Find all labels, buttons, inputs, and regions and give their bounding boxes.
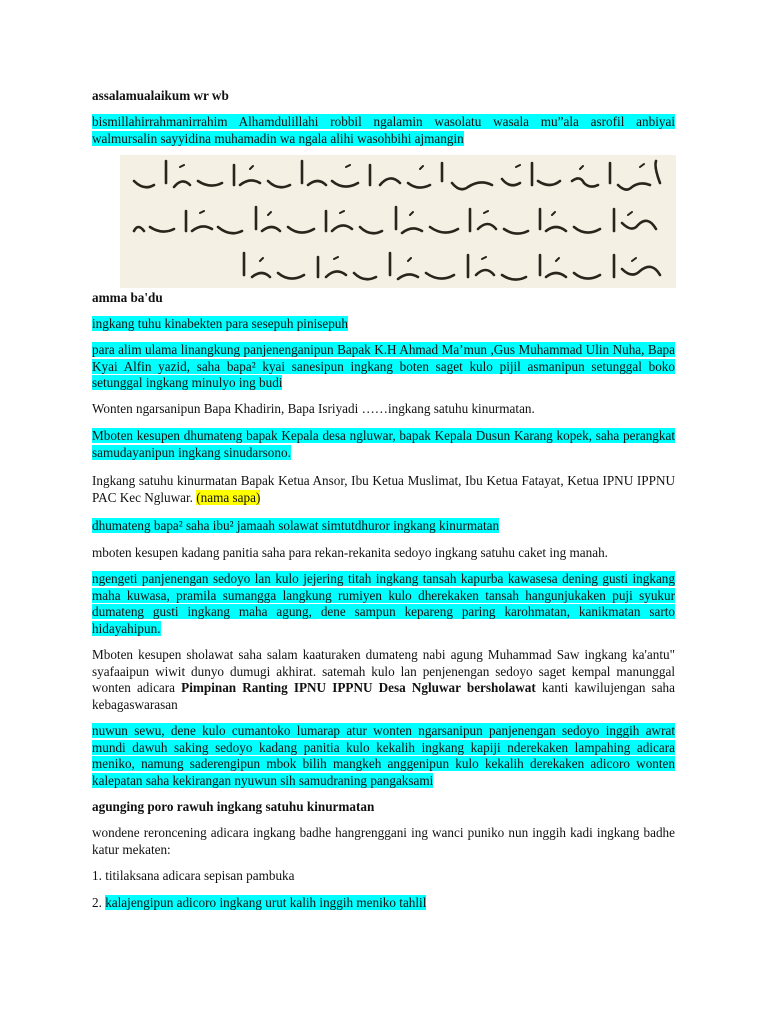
basmalah-text: bismillahirrahmanirrahim Alhamdulillahi robbil ngalamin wasolatu wasala mu”ala asrofil anbiyai walmursalin sayyidina muhamadin wa ngala alihi wasohbihi ajmangin <box>92 114 675 146</box>
paragraph-ketua-ansor <box>92 473 675 506</box>
arabic-salawat-image <box>120 155 676 288</box>
nama-sapa-note: (nama sapa) <box>196 489 261 505</box>
paragraph-jamaah <box>92 518 675 535</box>
sesepuh-text: ingkang tuhu kinabekten para sesepuh pinisepuh <box>92 316 348 331</box>
paragraph-kepala-desa <box>92 428 675 461</box>
alim-ulama-highlight: para alim ulama linangkung panjenenganipun Bapak K.H Ahmad Ma’mun ,Gus Muhammad Ulin Nuha, Bapa Kyai Alfin yazid, <box>92 342 675 374</box>
paragraph-alim-ulama <box>92 342 675 392</box>
nuwun-sewu-text: nuwun sewu, dene kulo cumantoko lumarap atur wonten ngarsanipun panjenengan sedoyo inggih awrat mundi dawuh saking sedoyo kadang panitia kulo kekalih ingkang kapiji nderekaken lampahing adicara meniko, namung saderengipun mbok bilih mangkeh anggenipun kulo kekalih derekaken adicoro wonten kalepatan saha kekirangan nyuwun sih samudraning pangaksami <box>92 723 675 788</box>
jamaah-text: dhumateng bapa² saha ibu² jamaah solawat simtutdhuror ingkang kinurmatan <box>92 518 500 533</box>
list-item-2 <box>92 895 675 912</box>
ngengeti-text: ngengeti panjenengan sedoyo lan kulo jejering titah ingkang tansah kapurba kawasesa dening gusti ingkang maha kuwasa, pramila sumangga langkung rumiyen kulo dherekaken tansah hangunjukaken puji syukur dumateng gusti ingkang maha agung, dene sampun kepareng paring karohmatan, kanikmatan sarto hidayahipun. <box>92 571 675 636</box>
list-item-2-text: kalajengipun adicoro ingkang urut kalih inggih meniko tahlil <box>105 895 427 910</box>
paragraph-sesepuh <box>92 316 675 333</box>
alim-ulama-rest: saha bapa² kyai sanesipun ingkang boten saget kulo pijil asmanipun setunggal boko setunggal ingkang minulyo ing budi <box>92 358 675 391</box>
list-item-1: 1. titilaksana adicara sepisan pambuka <box>92 868 295 883</box>
arabic-calligraphy-svg <box>120 155 676 288</box>
paragraph-khadirin: Wonten ngarsanipun Bapa Khadirin, Bapa Isriyadi ……ingkang satuhu kinurmatan. <box>92 401 535 416</box>
paragraph-reronceng: wondene reroncening adicara ingkang badhe hangrenggani ing wanci puniko nun inggih kadi ingkang badhe katur mekaten: <box>92 825 675 857</box>
paragraph-ngengeti <box>92 571 675 637</box>
kepala-desa-text: Mboten kesupen dhumateng bapak Kepala desa ngluwar, bapak Kepala Dusun Karang kopek, saha perangkat samudayanipun ingkang sinudarsono. <box>92 428 675 460</box>
ketua-ansor-text: Ingkang satuhu kinurmatan Bapak Ketua Ansor, Ibu Ketua Muslimat, Ibu Ketua Fatayat, Ketua IPNU IPPNU PAC Kec Ngluwar. <box>92 473 675 505</box>
basmalah-paragraph <box>92 114 675 147</box>
paragraph-panitia: mboten kesupen kadang panitia saha para rekan-rekanita sedoyo ingkang satuhu caket ing manah. <box>92 545 608 560</box>
sholawat-text-a: Mboten kesupen sholawat saha salam kaaturaken dumateng nabi agung Muhammad Saw ingkang ka'antu" syafaaipun wiwit dunyo dumugi akhirat. satemah kulo lan penjenengan sedoyo saget kempal manunggal wonten adicara <box>92 647 675 696</box>
amma-badu-heading: amma ba'du <box>92 290 163 305</box>
agunging-heading: agunging poro rawuh ingkang satuhu kinurmatan <box>92 799 375 814</box>
paragraph-nuwun-sewu <box>92 723 675 789</box>
greeting-heading: assalamualaikum wr wb <box>92 88 229 103</box>
event-name-bold: Pimpinan Ranting IPNU IPPNU Desa Ngluwar bersholawat <box>181 680 536 696</box>
paragraph-sholawat <box>92 647 675 713</box>
sholawat-text-b: kanti kawilujengan saha kebagaswarasan <box>92 680 675 712</box>
list-item-2-number: 2. <box>92 895 106 910</box>
